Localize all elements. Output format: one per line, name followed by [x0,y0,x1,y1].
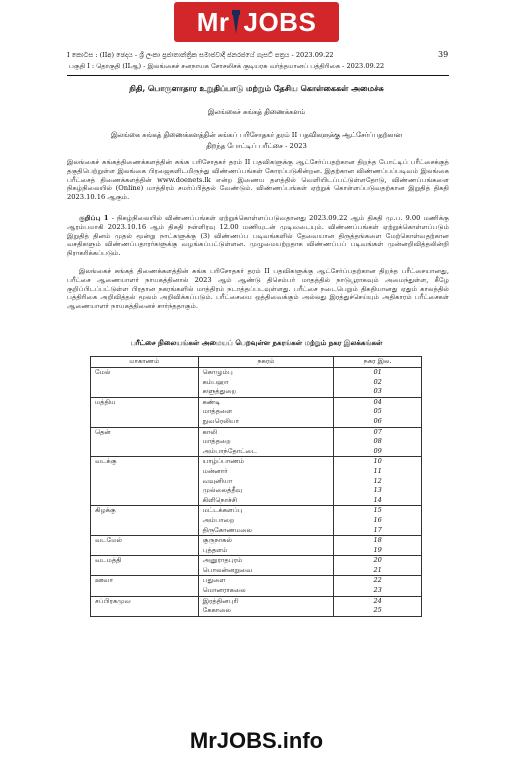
city-name: மன்னார் [202,466,228,475]
city-name: கம்பஹா [202,377,229,386]
city-number: 05 [373,407,382,416]
province-name: கிழக்கு [95,506,116,515]
city-name: காலி [202,427,218,436]
city-number: 12 [373,476,382,485]
city-number: 21 [373,565,382,574]
city-name: அம்பாந்தோட்டை [202,446,258,455]
province-name: ஊவா [95,576,114,585]
city-number-cell [334,576,422,596]
city-name: கொழும்பு [202,368,233,376]
paragraph-exam-details: இலங்கைச் சுங்கத் திணைக்களத்தின் சுங்க பரிசோதகர் தரம் II பதவிகளுக்கு ஆட்சேர்ப்பதற்கான திறந்த பரீட்சையானது, பரீட்சை ஆணையாளர் நாயகத்தினால் 2023 ஆம் ஆண்டு திசெம்பர் மாதத்தில் நாடுபூராகவும் அமைந்துள்ள, கீழே குறிப்பிடப்பட்டுள்ள பிரதான நகரங்களில் மாத்திரம் நடாத்தப்படவுள்ளது. பரீட்சை நடைபெறும் திகதியானது ஏதும் காலத்தில் பத்திரிகை அறிவித்தல் மூலம் அறிவிக்கப்படும். பரீட்சையை ஒத்திவைக்கும் அல்லது இரத்துச்செய்யும் அதிகாரம் பரீட்சைகள் ஆணையாளர் நாயகத்தினைச் சார்ந்ததாகும். [67,267,449,311]
province-cell [91,368,199,398]
city-number: 10 [373,457,382,466]
table-row [91,506,422,536]
city-number: 20 [373,556,382,565]
city-number-cell [334,596,422,616]
table-row [91,368,422,398]
city-name: நுவரெலியா [202,416,240,425]
tie-icon [231,10,241,34]
city-name: கண்டி [202,397,221,406]
table-row [91,457,422,506]
city-cell [198,596,334,616]
table-header-row [91,357,422,368]
city-name: மொனராகலை [202,586,246,595]
city-number: 09 [373,446,382,455]
city-number: 15 [373,506,382,515]
city-number: 19 [373,545,382,554]
city-number: 03 [373,387,382,396]
note-label: குறிப்பு 1 [79,214,109,222]
city-number: 17 [373,525,382,534]
province-name: வடமேல் [95,536,123,545]
table-row [91,576,422,596]
city-number: 14 [373,495,382,504]
city-name: களுத்துறை [202,387,237,396]
city-name: அம்பாறை [202,515,235,524]
city-name: திருகோணமலை [202,525,252,534]
city-number: 01 [373,368,382,376]
city-number-cell [334,536,422,556]
city-name: குருநாகல் [202,536,232,545]
footer-watermark: MrJOBS.info [189,728,324,753]
city-name: புத்தளம் [202,545,228,554]
logo-text-left: Mr [196,6,230,37]
table-title: பரீட்சை நிலையங்கள் அமையப் பெறவுள்ள நகரங்கள் மற்றும் நகர இலக்கங்கள் [130,338,383,347]
city-name: முல்லைத்தீவு [202,486,243,495]
ministry-title: நிதி, பொருளாதார உறுதிப்பாடு மற்றும் தேசிய கொள்கைகள் அமைச்சு [129,83,384,93]
table-row [91,397,422,427]
exam-title-line-2: திறந்த போட்டிப் பரீட்சை - 2023 [206,142,307,150]
city-name: பொலன்னறுவை [202,565,253,574]
city-number: 08 [373,437,382,446]
city-number: 25 [373,606,382,615]
province-name: மத்திய [95,397,116,406]
city-cell [198,506,334,536]
city-cell [198,536,334,556]
table-row [91,427,422,457]
city-cell [198,457,334,506]
mrjobs-logo [174,2,339,42]
paragraph-note-1 [67,214,449,258]
province-cell [91,457,199,506]
logo-text-right: JOBS [243,6,317,37]
province-name: மேல் [95,368,111,376]
city-number-cell [334,368,422,398]
department-name: இலங்கைச் சுங்கத் திணைக்களம் [207,108,306,116]
city-cell [198,427,334,457]
province-cell [91,536,199,556]
gazette-header-tamil: பகுதி I : தொகுதி (IIஆ) - இலங்கைச் சனநாயக சோசலிசக் குடியரசு வர்த்தமானப் பத்திரிகை - 2023.09.22 [69,62,385,70]
city-cell [198,556,334,576]
city-name: வவுனியா [202,476,233,485]
paragraph-intro: இலங்கைச் சுங்கத்திணைக்களத்தின் சுங்க பரிசோதகர் தரம் II பதவிகளுக்கு ஆட்சேர்ப்பதற்கான திறந்த போட்டிப் பரீட்சைக்குத் தகுதிபெற்றுள்ள இலங்கை பிரஜைகளிடமிருந்து விண்ணப்பங்கள் கோரப்படுகின்றன. இதற்கான விண்ணப்பப்படிவம் இலங்கை பரீட்சைத் திணைக்களத்தின் www.doenets.lk என்ற இணைய தளத்தில் வெளியிடப்பட்டுள்ளதோடு, விண்ணப்பங்களை நிகழ்நிலையில் (Online) மாத்திரம் சமர்ப்பித்தல் வேண்டும். விண்ணப்பங்கள் ஏற்றுக் கொள்ளப்படுவதற்கான இறுதித் திகதி 2023.10.16 ஆகும். [67,158,449,202]
province-cell [91,556,199,576]
header-city: நகரம் [198,357,334,368]
city-number: 07 [373,427,382,436]
header-province: மாகாணம் [91,357,199,368]
city-cell [198,576,334,596]
province-name: வடக்கு [95,457,117,466]
page-number: 39 [438,50,449,59]
city-cell [198,368,334,398]
city-name: அனுராதபுரம் [202,556,243,565]
province-name: சப்பிரகமுவ [95,596,131,605]
province-cell [91,397,199,427]
province-cell [91,576,199,596]
header-divider [67,75,449,76]
city-number: 23 [373,586,382,595]
city-number: 02 [373,377,382,386]
city-number-cell [334,427,422,457]
note-text: - நிகழ்நிலையில் விண்ணப்பங்கள் ஏற்றுக்கொள்ளப்படுவதானது 2023.09.22 ஆம் திகதி மு.ப. 9.00 மணிக்கு ஆரம்பமாகி 2023.10.16 ஆம் திகதி நள்ளிரவு 12.00 மணியுடன் முடிவடையும். விண்ணப்பங்கள் ஏற்றுக்கொள்ளப்படும் இறுதித் தினம் முதல் மூன்று நாட்களுக்கு (3) விண்ணப்ப படிவங்களில் தேவையான திருத்தங்களை மேற்கொள்வதற்கான வசதிகளும் விண்ணப்பதாரர்களுக்கு வழங்கப்பட்டுள்ளன. முழுமையற்றதாக விண்ணப்பப் படிவங்கள் முன்னறிவித்தலின்றி நிராகரிக்கப்படும். [67,214,450,258]
province-cell [91,596,199,616]
city-number-cell [334,506,422,536]
exam-centres-table [90,356,422,617]
table-row [91,556,422,576]
city-number: 24 [373,596,382,605]
city-cell [198,397,334,427]
exam-title-line-1: இலங்கை சுங்கத் திணைக்களத்தின் சுங்கப் பரிசோதகர் தரம் II பதவிகளுக்கு ஆட்சேர்ப்பதற்கான [111,131,402,139]
city-number: 13 [373,486,382,495]
table-row [91,536,422,556]
city-number: 11 [373,466,382,475]
city-number-cell [334,457,422,506]
table-row [91,596,422,616]
province-cell [91,506,199,536]
city-number: 16 [373,515,382,524]
city-name: மட்டக்களப்பு [202,506,243,515]
city-name: மாத்தளை [202,407,233,416]
city-name: யாழ்ப்பாணம் [202,457,245,466]
city-name: கிளிநொச்சி [202,495,237,504]
province-name: தென் [95,427,111,436]
city-number: 22 [373,576,382,585]
city-name: பதுளை [202,576,226,585]
province-name: வடமத்தி [95,556,122,565]
city-name: இரத்தினபுரி [202,596,239,605]
header-city-number: நகர இல. [334,357,422,368]
city-number-cell [334,397,422,427]
gazette-header-sinhala: I කොටස : (IIඅ) ඡෙදය - ශ්‍රී ලංකා ප්‍රජාතාන්ත්‍රික සමාජවාදී ජනරජයේ ගැසට් පත්‍රය - 2023.09.22 [67,51,334,59]
city-number: 18 [373,536,382,545]
province-cell [91,427,199,457]
city-name: மாத்தறை [202,437,231,446]
city-number: 04 [373,397,382,406]
city-number-cell [334,556,422,576]
city-name: கேகாலை [202,606,231,615]
city-number: 06 [373,416,382,425]
